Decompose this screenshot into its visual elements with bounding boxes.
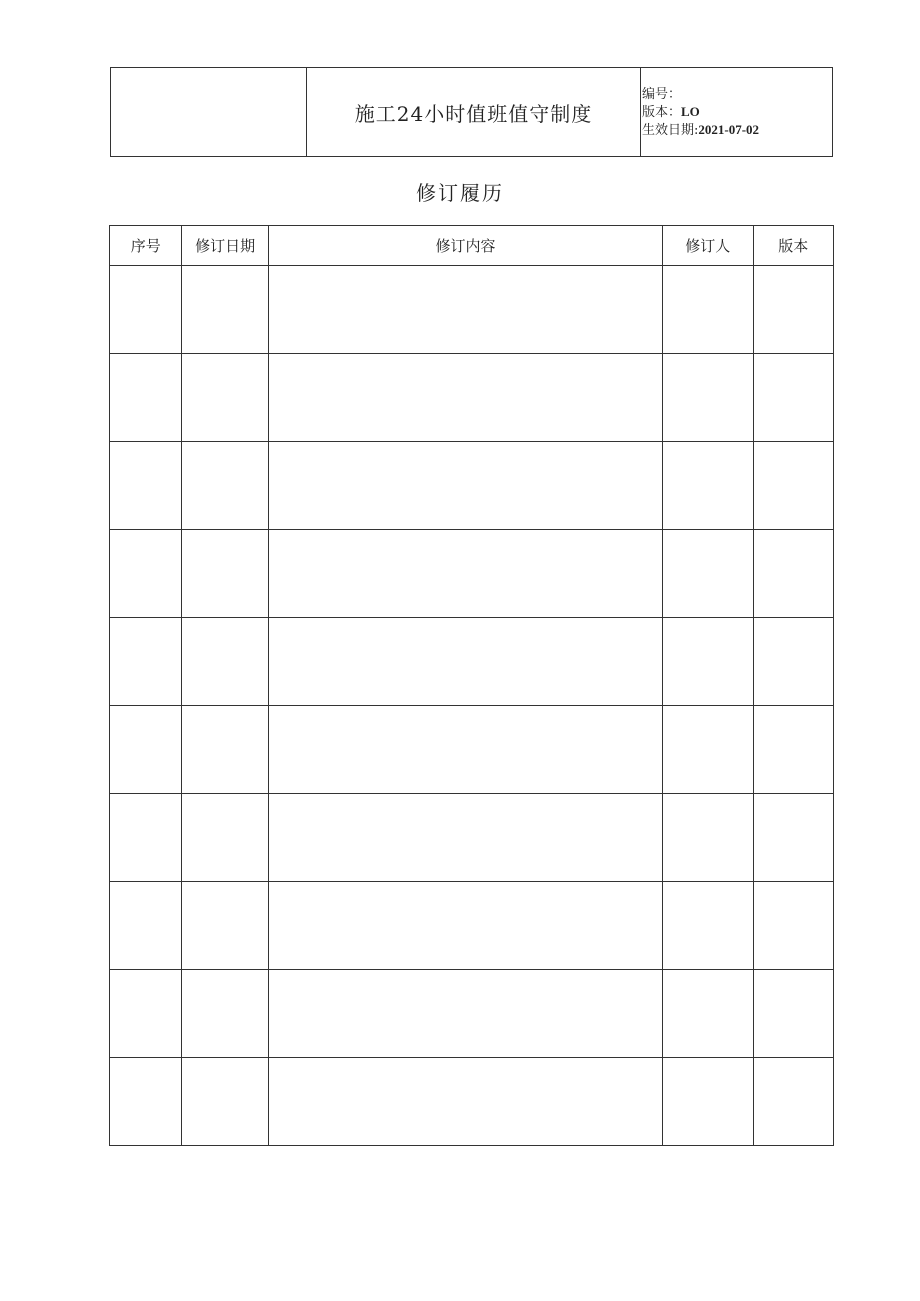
effective-date-line (642, 121, 832, 139)
date-cell (182, 354, 268, 442)
reviser-cell (663, 442, 753, 530)
reviser-cell (663, 618, 753, 706)
version-cell (753, 442, 833, 530)
table-row (110, 442, 834, 530)
date-cell (182, 618, 268, 706)
version-value: LO (681, 104, 700, 119)
version-cell (753, 706, 833, 794)
table-row (110, 354, 834, 442)
table-row (110, 618, 834, 706)
table-row (110, 882, 834, 970)
document-meta (641, 68, 833, 157)
seq-cell (110, 706, 182, 794)
version-cell (753, 530, 833, 618)
reviser-cell (663, 794, 753, 882)
reviser-cell (663, 530, 753, 618)
version-line (642, 103, 832, 121)
date-cell (182, 882, 268, 970)
version-cell (753, 794, 833, 882)
table-row (110, 1058, 834, 1146)
date-cell (182, 970, 268, 1058)
date-cell (182, 530, 268, 618)
table-row (110, 706, 834, 794)
content-cell (268, 794, 662, 882)
revision-rows (110, 266, 834, 1146)
seq-cell (110, 882, 182, 970)
version-cell (753, 618, 833, 706)
version-cell (753, 266, 833, 354)
table-header-row (110, 226, 834, 266)
seq-cell (110, 530, 182, 618)
column-header-seq: 序号 (110, 226, 182, 266)
date-cell (182, 442, 268, 530)
version-cell (753, 882, 833, 970)
revision-history-table (109, 225, 834, 1146)
document-title: 施工24小时值班值守制度 (307, 68, 641, 157)
version-cell (753, 970, 833, 1058)
reviser-cell (663, 706, 753, 794)
version-label: 版本： (642, 105, 682, 120)
content-cell (268, 354, 662, 442)
date-cell (182, 1058, 268, 1146)
column-header-content: 修订内容 (268, 226, 662, 266)
date-cell (182, 794, 268, 882)
column-header-date: 修订日期 (182, 226, 268, 266)
revision-history-title: 修订履历 (416, 181, 504, 205)
content-cell (268, 1058, 662, 1146)
seq-cell (110, 1058, 182, 1146)
content-cell (268, 970, 662, 1058)
logo-cell (111, 68, 307, 157)
table-row (110, 794, 834, 882)
reviser-cell (663, 266, 753, 354)
seq-cell (110, 970, 182, 1058)
reviser-cell (663, 970, 753, 1058)
seq-cell (110, 266, 182, 354)
table-row (110, 970, 834, 1058)
table-row (110, 530, 834, 618)
reviser-cell (663, 354, 753, 442)
column-header-version: 版本 (753, 226, 833, 266)
seq-cell (110, 354, 182, 442)
code-label: 编号： (642, 87, 682, 102)
document-header (110, 67, 833, 157)
column-header-reviser: 修订人 (663, 226, 753, 266)
date-cell (182, 266, 268, 354)
seq-cell (110, 794, 182, 882)
version-cell (753, 354, 833, 442)
content-cell (268, 706, 662, 794)
reviser-cell (663, 1058, 753, 1146)
content-cell (268, 618, 662, 706)
seq-cell (110, 618, 182, 706)
seq-cell (110, 442, 182, 530)
content-cell (268, 530, 662, 618)
code-line (642, 85, 832, 103)
effective-date-label: 生效日期: (642, 123, 699, 138)
date-cell (182, 706, 268, 794)
table-row (110, 266, 834, 354)
content-cell (268, 442, 662, 530)
content-cell (268, 266, 662, 354)
version-cell (753, 1058, 833, 1146)
content-cell (268, 882, 662, 970)
effective-date-value: 2021-07-02 (698, 122, 760, 137)
reviser-cell (663, 882, 753, 970)
